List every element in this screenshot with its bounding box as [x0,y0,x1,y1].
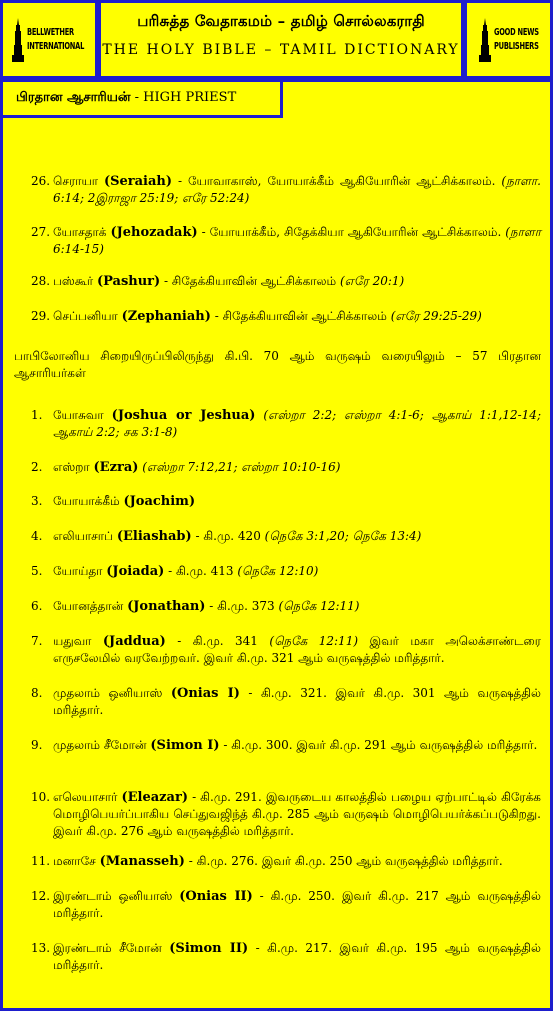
item-name-english: (Onias II) [179,889,253,904]
tower-icon [478,17,492,63]
item-name-english: (Seraiah) [103,174,173,189]
section-title-tamil: பிரதான ஆசாரியன் [16,90,131,105]
item-reference: (எஸ்றா 7:12,21; எஸ்றா 10:10-16) [142,460,341,474]
item-name-tamil: பஸ்கூர் [53,274,94,288]
item-text: - கி.மு. 300. இவர் கி.மு. 291 ஆம் வருஷத்தில் மரித்தார். [223,738,538,752]
item-name-tamil: இரண்டாம் சீமோன் [53,941,162,955]
item-number: 9. [31,738,43,752]
list-item [31,737,541,754]
item-text: - கி.மு. 420 [195,529,261,543]
item-number: 3. [31,494,43,508]
logo-text-line-2: INTERNATIONAL [27,40,85,52]
item-reference: (நெகே 12:11) [278,599,360,613]
logo-text-line-1: GOOD NEWS [493,26,539,38]
item-number: 10. [31,790,51,804]
item-number: 7. [31,634,43,648]
list-item [31,459,541,476]
list-item [31,493,541,510]
item-text: - கி.மு. 250. இவர் கி.மு. 217 ஆம் வருஷத்தில் மரித்தார். [53,889,541,920]
item-name-english: (Onias I) [170,686,240,701]
item-text: - கி.மு. 413 [168,564,234,578]
item-name-tamil: யோசதாக் [53,225,107,239]
item-name-english: (Jonathan) [127,599,206,614]
list-item [31,685,541,719]
list-item [31,308,541,325]
item-reference: (நெகே 12:11) [269,634,359,648]
section-title-tab [0,79,283,118]
item-text: - கி.மு. 341 [177,634,258,648]
item-name-tamil: செப்பனியா [53,309,118,323]
logo-text-line-2: PUBLISHERS [493,40,539,52]
title-banner [98,0,464,79]
list-item [31,563,541,580]
item-name-tamil: செராயா [53,174,99,188]
content-panel [0,79,553,1011]
title-tamil: பரிசுத்த வேதாகமம் – தமிழ் சொல்லகராதி [137,12,425,30]
item-reference: (நெகே 12:10) [237,564,319,578]
item-name-tamil: எலெயாசார் [53,790,118,804]
item-name-english: (Simon II) [169,941,249,956]
bellwether-logo[interactable] [0,0,98,79]
item-name-english: (Simon I) [150,738,220,753]
good-news-publishers-logo[interactable] [464,0,553,79]
item-number: 5. [31,564,43,578]
list-item [31,853,541,870]
title-english: THE HOLY BIBLE – TAMIL DICTIONARY [102,42,460,58]
item-text-tail: இவர் மகா அலெக்சாண்டரை எருசலேமில் வரவேற்றவர். இவர் கி.மு. 321 ஆம் வருஷத்தில் மரித்தார். [53,634,541,665]
list-item [31,888,541,922]
item-name-english: (Joiada) [106,564,165,579]
item-name-english: (Pashur) [96,274,161,289]
item-name-tamil: யோயாக்கீம் [53,494,120,508]
item-name-tamil: மனாசே [53,854,96,868]
item-name-tamil: யதுவா [53,634,92,648]
item-number: 6. [31,599,43,613]
list-item [31,528,541,545]
list-item [31,273,541,290]
item-number: 8. [31,686,43,700]
bell-tower-icon [11,17,25,63]
item-text: - யோவாகாஸ், யோயாக்கீம் ஆகியோரின் ஆட்சிக்காலம். [177,174,496,188]
intro-paragraph: பாபிலோனிய சிறையிருப்பிலிருந்து கி.பி. 70 ஆம் வருஷம் வரையிலும் – 57 பிரதான ஆசாரியர்கள் [14,349,541,380]
list-item [31,940,541,974]
item-reference: (நெகே 3:1,20; நெகே 13:4) [264,529,422,543]
list-item [31,224,541,258]
item-name-english: (Manasseh) [99,854,185,869]
item-text: - கி.மு. 321. இவர் கி.மு. 301 ஆம் வருஷத்தில் மரித்தார். [53,686,541,717]
list-item [31,173,541,207]
item-text: - யோயாக்கீம், சிதேக்கியா ஆகியோரின் ஆட்சிக்காலம். [201,225,502,239]
item-name-english: (Joachim) [123,494,196,509]
item-number: 26. [31,174,51,188]
item-number: 27. [31,225,51,239]
list-item [31,633,541,667]
item-text: - கி.மு. 373 [209,599,275,613]
item-text: - கி.மு. 276. இவர் கி.மு. 250 ஆம் வருஷத்தில் மரித்தார். [188,854,503,868]
item-number: 4. [31,529,43,543]
item-name-english: (Joshua or Jeshua) [111,408,256,423]
item-name-tamil: யோசுவா [53,408,104,422]
item-number: 12. [31,889,51,903]
item-name-tamil: முதலாம் ஒனியாஸ் [53,686,163,700]
list-item [31,789,541,840]
logo-text-line-1: BELLWETHER [27,26,75,38]
item-number: 13. [31,941,51,955]
item-name-tamil: யோனத்தான் [53,599,124,613]
item-reference: (எரே 20:1) [339,274,405,288]
item-number: 1. [31,408,43,422]
item-text: - சிதேக்கியாவின் ஆட்சிக்காலம் [164,274,337,288]
item-reference: (எஸ்றா 2:2; எஸ்றா 4:1-6; ஆகாய் 1:1,12-14; ஆகாய் 2:2; சக 3:1-8) [53,408,541,439]
list-item [31,407,541,441]
item-number: 2. [31,460,43,474]
item-name-tamil: யோய்தா [53,564,103,578]
item-number: 29. [31,309,51,323]
list-item [31,598,541,615]
section-title-english: - HIGH PRIEST [134,90,237,105]
item-name-tamil: எஸ்றா [53,460,90,474]
item-name-tamil: எலியாசாப் [53,529,113,543]
item-reference: (நாளா. 6:14; 2இராஜா 25:19; எரே 52:24) [53,174,541,205]
item-reference: (எரே 29:25-29) [390,309,482,323]
item-name-english: (Ezra) [93,460,139,475]
item-number: 28. [31,274,51,288]
item-name-english: (Eliashab) [116,529,192,544]
item-name-tamil: இரண்டாம் ஒனியாஸ் [53,889,173,903]
item-name-tamil: முதலாம் சீமோன் [53,738,147,752]
item-text: - கி.மு. 217. இவர் கி.மு. 195 ஆம் வருஷத்தில் மரித்தார். [53,941,541,972]
item-name-english: (Zephaniah) [121,309,211,324]
item-text: - கி.மு. 291. இவருடைய காலத்தில் பழைய ஏற்பாட்டில் கிரேக்க மொழிபெயர்ப்பாகிய செப்துவஜிந்த் கி.மு. 285 ஆம் வருஷம் மொழிபெயர்க்கப்படுகிறது. இவர் கி.மு. 276 ஆம் வருஷத்தில் மரித்தார். [53,790,541,838]
item-name-english: (Jehozadak) [110,225,198,240]
item-name-english: (Jaddua) [102,634,166,649]
item-number: 11. [31,854,51,868]
item-text: - சிதேக்கியாவின் ஆட்சிக்காலம் [214,309,387,323]
item-name-english: (Eleazar) [121,790,188,805]
item-reference: (நாளா 6:14-15) [53,225,541,256]
